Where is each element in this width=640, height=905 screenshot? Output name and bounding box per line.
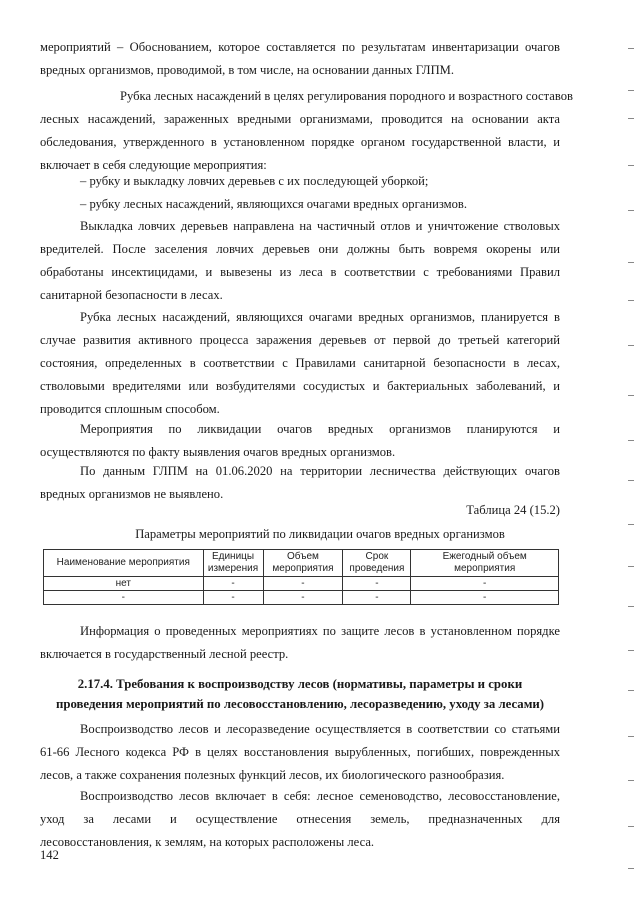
text-line: состояния, определенных в соответствии с Правилами санитарной безопасности в лесах, [40, 356, 560, 370]
table-row [44, 591, 559, 605]
table-header: Наименование мероприятия [44, 550, 204, 577]
text-line: уход за лесами и осуществление отнесения земель, предназначенных для [40, 812, 560, 826]
text-line: осуществляются по факту выявления очагов вредных организмов. [40, 445, 396, 459]
table-cell: - [263, 591, 343, 605]
text-line: вредных организмов, проводимой, в том числе, на основании данных ГЛПМ. [40, 63, 455, 77]
text-line: лесов, а также сохранения полезных функций лесов, их биологического разнообразия. [40, 768, 505, 782]
table-header: Срок проведения [343, 550, 411, 577]
paragraph-reproduction [40, 718, 560, 787]
text-line: Мероприятия по ликвидации очагов вредных организмов планируются и [80, 422, 560, 436]
table-cell: - [263, 577, 343, 591]
text-line: обработаны инсектицидами, и вывезены из леса в соответствии с требованиями Правил [40, 265, 560, 279]
paragraph-intro [40, 36, 560, 82]
text-line: Воспроизводство лесов включает в себя: лесное семеноводство, лесовосстановление, [80, 789, 560, 803]
text-line: Информация о проведенных мероприятиях по защите лесов в установленном порядке [80, 624, 560, 638]
text-line: мероприятий – Обоснованием, которое составляется по результатам инвентаризации очагов [40, 40, 560, 54]
text-line: лесных насаждений, зараженных вредными организмами, проводится на основании акта [40, 112, 560, 126]
text-line: санитарной безопасности в лесах. [40, 288, 223, 302]
text-line: включает в себя следующие мероприятия: [40, 158, 267, 172]
text-line: лесовосстановления, к землям, на которых расположены леса. [40, 835, 375, 849]
scan-edge-marks [620, 0, 640, 905]
text-line: Рубка лесных насаждений, являющихся очагами вредных организмов, планируется в [80, 310, 560, 324]
text-line: обследования, утвержденного в установленном порядке органом государственной власти, и [40, 135, 560, 149]
text-line: – рубку и выкладку ловчих деревьев с их последующей уборкой; [80, 174, 429, 188]
paragraph-felling [40, 85, 573, 177]
page-number: 142 [40, 848, 59, 862]
table-caption: Параметры мероприятий по ликвидации очагов вредных организмов [135, 527, 505, 541]
text-line: Воспроизводство лесов и лесоразведение осуществляется в соответствии со статьями [80, 722, 560, 736]
text-line: включается в государственный лесной реестр. [40, 647, 289, 661]
table-cell: - [411, 577, 559, 591]
paragraph-clear-felling [40, 306, 560, 421]
paragraph-trap-trees [40, 215, 560, 307]
table-header: Объем мероприятия [263, 550, 343, 577]
table-cell: - [343, 577, 411, 591]
table-cell: - [343, 591, 411, 605]
paragraph-reproduction-includes [40, 785, 560, 854]
paragraph-measures [40, 418, 560, 464]
text-line: 61-66 Лесного кодекса РФ в целях восстановления вырубленных, погибших, поврежденных [40, 745, 560, 759]
table-label: Таблица 24 (15.2) [466, 503, 560, 517]
table-header: Ежегодный объем мероприятия [411, 550, 559, 577]
list-item [40, 170, 560, 193]
table-header-row [44, 550, 559, 577]
text-line: По данным ГЛПМ на 01.06.2020 на территории лесничества действующих очагов [80, 464, 560, 478]
table-header: Единицы измерения [203, 550, 263, 577]
text-line: – рубку лесных насаждений, являющихся очагами вредных организмов. [80, 197, 467, 211]
heading-line: проведения мероприятий по лесовосстановлению, лесоразведению, уходу за лесами) [55, 697, 545, 711]
paragraph-glpm-data [40, 460, 560, 506]
heading-line: 2.17.4. Требования к воспроизводству лесов (нормативы, параметры и сроки [77, 677, 523, 691]
text-line: стволовыми вредителями или возбудителями сосудистых и бактериальных заболеваний, и [40, 379, 560, 393]
table-cell: - [44, 591, 204, 605]
paragraph-registry [40, 620, 560, 666]
measures-table [43, 549, 559, 605]
text-line: проводится сплошным способом. [40, 402, 220, 416]
text-line: Рубка лесных насаждений в целях регулирования породного и возрастного составов [120, 89, 573, 103]
text-line: случае развития активного процесса заражения деревьев от первой до третьей категорий [40, 333, 560, 347]
text-line: вредителей. После заселения ловчих деревьев они должны быть вовремя окорены или [40, 242, 560, 256]
list-item [40, 193, 560, 216]
table-cell: - [203, 577, 263, 591]
table-cell: - [411, 591, 559, 605]
table-cell: нет [44, 577, 204, 591]
table-cell: - [203, 591, 263, 605]
text-line: вредных организмов не выявлено. [40, 487, 224, 501]
section-heading [40, 674, 560, 714]
table-row [44, 577, 559, 591]
text-line: Выкладка ловчих деревьев направлена на частичный отлов и уничтожение стволовых [80, 219, 560, 233]
